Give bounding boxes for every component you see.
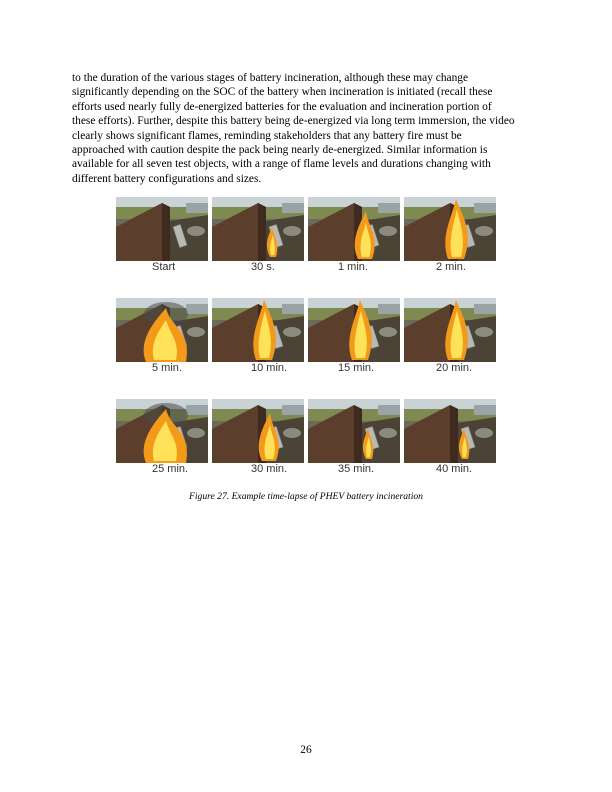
frame-time-label: 1 min. xyxy=(338,261,368,273)
frame-time-label: 15 min. xyxy=(338,362,375,374)
time-lapse-frame xyxy=(116,298,208,380)
frame-photo xyxy=(404,298,496,362)
paragraph-line: these efforts). Further, despite this battery being de-energized via long term immersion, the video xyxy=(72,115,515,128)
paragraph-line: clearly shows significant flames, reminding stakeholders that any battery fire must be xyxy=(72,129,462,142)
frame-time-label: 2 min. xyxy=(436,261,466,273)
frame-photo xyxy=(212,399,304,463)
time-lapse-frame xyxy=(308,399,400,481)
frame-photo xyxy=(212,298,304,362)
time-lapse-frame xyxy=(212,399,304,481)
frame-time-label: 30 s. xyxy=(251,261,275,273)
frame-time-label: 35 min. xyxy=(338,463,375,475)
frame-time-label: 10 min. xyxy=(251,362,288,374)
time-lapse-frame xyxy=(308,298,400,380)
paragraph-line: available for all seven test objects, with a range of flame levels and durations changing with xyxy=(72,158,491,171)
frame-photo xyxy=(308,197,400,261)
time-lapse-frame xyxy=(308,197,400,279)
frame-time-label: 30 min. xyxy=(251,463,288,475)
time-lapse-frame xyxy=(116,197,208,279)
time-lapse-frame xyxy=(404,298,496,380)
paragraph-line: to the duration of the various stages of battery incineration, although these may change xyxy=(72,72,469,84)
time-lapse-frame xyxy=(212,298,304,380)
figure-caption: Figure 27. Example time-lapse of PHEV battery incineration xyxy=(189,491,423,502)
time-lapse-figure xyxy=(116,197,494,479)
frame-time-label: Start xyxy=(152,261,176,273)
paragraph-line: different battery configurations and sizes. xyxy=(72,172,262,185)
time-lapse-frame xyxy=(212,197,304,279)
paragraph-line: significantly depending on the SOC of the battery when incineration is initiated (recall these xyxy=(72,86,493,99)
frame-photo xyxy=(116,399,208,463)
time-lapse-frame xyxy=(116,399,208,481)
frame-photo xyxy=(308,399,400,463)
page-number: 26 xyxy=(300,744,312,756)
frame-photo xyxy=(308,298,400,362)
frame-time-label: 20 min. xyxy=(436,362,473,374)
time-lapse-frame xyxy=(404,399,496,481)
paragraph-line: efforts used nearly fully de-energized batteries for the evaluation and incineration portion of xyxy=(72,100,492,113)
frame-photo xyxy=(116,197,208,261)
frame-time-label: 5 min. xyxy=(152,362,182,374)
body-paragraph xyxy=(72,71,544,186)
frame-photo xyxy=(116,298,208,362)
frame-photo xyxy=(404,197,496,261)
time-lapse-frame xyxy=(404,197,496,279)
frame-time-label: 25 min. xyxy=(152,463,189,475)
frame-photo xyxy=(212,197,304,261)
frame-time-label: 40 min. xyxy=(436,463,473,475)
paragraph-line: approached with caution despite the pack being nearly de-energized. Similar information is xyxy=(72,143,488,156)
frame-photo xyxy=(404,399,496,463)
